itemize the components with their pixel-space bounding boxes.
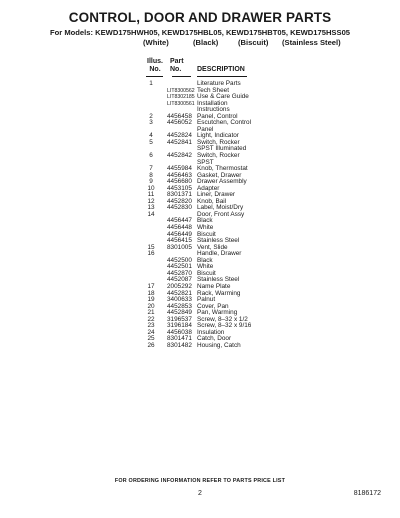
part-description: Black	[197, 256, 213, 264]
part-number: 8301371	[167, 191, 192, 199]
part-number: 4452821	[167, 289, 192, 297]
part-description: Adapter	[197, 184, 220, 192]
part-description: Panel	[197, 125, 214, 133]
part-number: 8301471	[167, 335, 192, 343]
part-number: 4452820	[167, 197, 192, 205]
part-description: Screw, 8–32 x 1/2	[197, 315, 248, 323]
finish-black: (Black)	[193, 38, 219, 47]
part-description: Screw, 8–32 x 9/16	[197, 322, 252, 330]
part-number: 4452830	[167, 204, 192, 212]
ordering-note: FOR ORDERING INFORMATION REFER TO PARTS PRICE LIST	[114, 478, 286, 484]
part-description: Escutchen, Control	[197, 119, 251, 127]
part-description: Palnut	[197, 296, 216, 304]
part-description: Pan, Warming	[197, 309, 238, 317]
illus-number: 5	[149, 138, 153, 146]
part-number: LIT8300562	[167, 87, 195, 94]
part-description: White	[197, 263, 214, 271]
part-number: 4452500	[167, 256, 192, 264]
part-number: 4456463	[167, 171, 192, 179]
part-number: 4456449	[167, 230, 192, 238]
illus-number: 12	[147, 197, 155, 205]
illus-number: 22	[147, 315, 155, 323]
part-number: 4453105	[167, 184, 192, 192]
header-underline	[146, 76, 163, 77]
part-number: 8301482	[167, 341, 192, 349]
illus-number: 25	[147, 335, 155, 343]
column-header-part: Part No.	[170, 58, 184, 73]
parts-row	[140, 343, 340, 350]
part-description: Light, Indicator	[197, 132, 239, 140]
part-description: Name Plate	[197, 282, 231, 290]
part-description: Panel, Control	[197, 112, 238, 120]
part-description: Catch, Door	[197, 335, 232, 343]
part-description: SPST	[197, 158, 214, 166]
part-description: Use & Care Guide	[197, 93, 249, 101]
part-description: Cover, Pan	[197, 302, 229, 310]
part-description: Switch, Rocker	[197, 138, 240, 146]
parts-list	[140, 81, 340, 349]
illus-number: 17	[147, 282, 155, 290]
finish-labels	[0, 38, 400, 48]
column-header-illus: Illus. No.	[147, 58, 163, 73]
part-number: 3196537	[167, 315, 192, 323]
part-number: 4456038	[167, 328, 192, 336]
header-underline	[172, 76, 191, 77]
model-numbers: For Models: KEWD175HWH05, KEWD175HBL05, KEWD175HBT05, KEWD175HSS05	[49, 28, 351, 37]
part-number: 4452841	[167, 138, 192, 146]
part-description: White	[197, 224, 214, 232]
part-number: 4456052	[167, 119, 192, 127]
illus-number: 16	[147, 250, 155, 258]
illus-number: 8	[149, 171, 153, 179]
part-description: Rack, Warming	[197, 289, 241, 297]
illus-number: 4	[149, 132, 153, 140]
illus-number: 20	[147, 302, 155, 310]
illus-number: 9	[149, 178, 153, 186]
illus-number: 11	[147, 191, 155, 199]
part-description: Stainless Steel	[197, 237, 240, 245]
part-number: 4452842	[167, 152, 192, 160]
part-number: 4452501	[167, 263, 192, 271]
part-description: Insulation	[197, 328, 225, 336]
part-description: Label, Moist/Dry	[197, 204, 244, 212]
part-number: 4456447	[167, 217, 192, 225]
illus-number: 19	[147, 296, 155, 304]
page-number: 2	[198, 490, 202, 497]
header-underline	[197, 76, 247, 77]
column-header-description: DESCRIPTION	[197, 66, 245, 73]
finish-biscuit: (Biscuit)	[238, 38, 269, 47]
part-number: LIT8300561	[167, 100, 195, 107]
part-number: 4452853	[167, 302, 192, 310]
illus-number: 13	[147, 204, 155, 212]
part-description: Gasket, Drawer	[197, 171, 242, 179]
part-number: 4452087	[167, 276, 192, 284]
finish-stainless: (Stainless Steel)	[282, 38, 341, 47]
part-number: 8301005	[167, 243, 192, 251]
illus-number: 7	[149, 165, 153, 173]
illus-number: 23	[147, 322, 155, 330]
part-description: Biscuit	[197, 230, 216, 238]
illus-number: 3	[149, 119, 153, 127]
part-number: 4456415	[167, 237, 192, 245]
part-description: Liner, Drawer	[197, 191, 236, 199]
page-title: CONTROL, DOOR AND DRAWER PARTS	[68, 10, 332, 25]
part-number: 2005292	[167, 282, 192, 290]
part-description: Literature Parts	[197, 80, 241, 87]
part-description: Biscuit	[197, 269, 216, 277]
illus-number: 15	[147, 243, 155, 251]
part-description: Stainless Steel	[197, 276, 240, 284]
part-description: SPST Illuminated	[197, 145, 247, 153]
part-number: 4456680	[167, 178, 192, 186]
part-number: 4456458	[167, 112, 192, 120]
part-number: 4456448	[167, 224, 192, 232]
part-number: 3196184	[167, 322, 192, 330]
part-description: Knob, Thermostat	[197, 165, 248, 173]
part-description: Vent, Slide	[197, 243, 228, 251]
illus-number: 6	[149, 152, 153, 160]
part-description: Knob, Bail	[197, 197, 227, 205]
part-description: Black	[197, 217, 213, 225]
part-number: 4452870	[167, 269, 192, 277]
illus-number: 10	[147, 184, 155, 192]
illus-number: 2	[149, 112, 153, 120]
part-number: LIT8302185	[167, 94, 195, 101]
part-description: Switch, Rocker	[197, 152, 240, 160]
part-description: Tech Sheet	[197, 86, 229, 94]
part-description: Installation	[197, 99, 228, 107]
illus-number: 14	[147, 210, 155, 218]
part-description: Housing, Catch	[197, 341, 241, 349]
part-description: Instructions	[197, 106, 230, 114]
finish-white: (White)	[143, 38, 169, 47]
part-description: Handle, Drawer	[197, 250, 242, 258]
part-number: 4452849	[167, 309, 192, 317]
part-description: Drawer Assembly	[197, 178, 247, 186]
illus-number: 1	[149, 80, 153, 87]
illus-number: 26	[147, 341, 155, 349]
part-number: 4455984	[167, 165, 192, 173]
illus-number: 21	[147, 309, 155, 317]
illus-number: 24	[147, 328, 155, 336]
part-number: 3400633	[167, 296, 192, 304]
part-number: 4452824	[167, 132, 192, 140]
document-number: 8186172	[353, 490, 381, 497]
illus-number: 18	[147, 289, 155, 297]
part-description: Door, Front Assy	[197, 210, 245, 218]
